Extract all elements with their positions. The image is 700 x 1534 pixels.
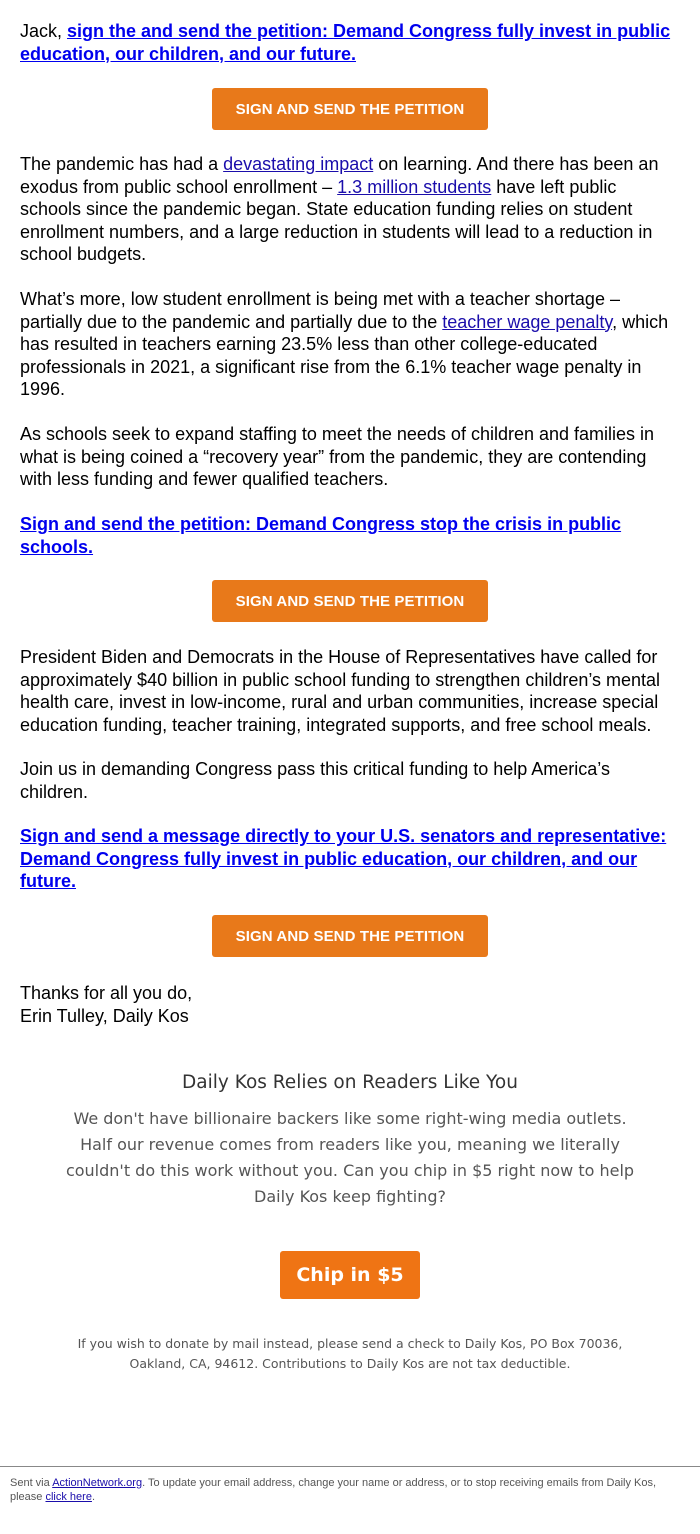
donate-title: Daily Kos Relies on Readers Like You (182, 1072, 518, 1093)
paragraph-text: The pandemic has had a (20, 154, 224, 174)
cta-link-2[interactable]: Sign and send the petition: Demand Congress stop the crisis in public schools. (20, 514, 622, 557)
paragraph-join: Join us in demanding Congress pass this critical funding to help America’s children. (20, 759, 610, 802)
cta-paragraph-3 (20, 825, 680, 893)
devastating-impact-link[interactable]: devastating impact (223, 154, 374, 174)
actionnetwork-link[interactable]: ActionNetwork.org (52, 1477, 143, 1489)
cta-paragraph-2 (20, 513, 680, 558)
mail-donation-note: If you wish to donate by mail instead, please send a check to Daily Kos, PO Box 70036, Oakland, CA, 94612. Contributions to Daily Kos are not tax deductible. (77, 1336, 623, 1371)
footer-divider (0, 1466, 700, 1467)
footer-text: . To update your email address, change your name or address, or to stop receiving emails from Daily Kos, please (10, 1477, 657, 1503)
signoff (20, 982, 680, 1027)
donate-body: We don't have billionaire backers like some right-wing media outlets. Half our revenue comes from readers like you, meaning we literally couldn't do this work without you. Can you chip in $5 right now to help Daily Kos keep fighting? (65, 1109, 635, 1206)
intro-paragraph (20, 20, 680, 65)
paragraph-text: on learning. And there has been an exodus from public school enrollment – (20, 154, 659, 197)
paragraph-pandemic (20, 153, 680, 266)
petition-button-1[interactable]: SIGN AND SEND THE PETITION (212, 88, 488, 130)
signoff-line-2: Erin Tulley, Daily Kos (20, 1005, 189, 1026)
students-link[interactable]: 1.3 million students (337, 176, 492, 197)
footer (10, 1476, 690, 1504)
paragraph-text: What’s more, low student enrollment is being met with a teacher shortage – partially due to the pandemic and partially due to the (20, 289, 620, 332)
paragraph-text: , which has resulted in teachers earning 23.5% less than other college-educated professionals in 2021, a significant rise from the 6.1% teacher wage penalty in 1996. (20, 311, 669, 399)
footer-text: . (91, 1491, 96, 1503)
intro-petition-link[interactable]: sign the and send the petition: Demand Congress fully invest in public education, our children, and our future. (20, 21, 671, 64)
teacher-wage-penalty-link[interactable]: teacher wage penalty (442, 311, 613, 332)
paragraph-funding: President Biden and Democrats in the House of Representatives have called for approximately $40 billion in public school funding to strengthen children’s mental health care, invest in low-income, rural and urban communities, increase special education funding, teacher training, integrated supports, and free school meals. (20, 647, 661, 735)
signoff-line-1: Thanks for all you do, (20, 983, 193, 1003)
unsubscribe-link[interactable]: click here (45, 1491, 92, 1503)
greeting: Jack, (20, 21, 68, 41)
paragraph-text: have left public schools since the pandemic began. State education funding relies on student enrollment numbers, and a large reduction in students will lead to a reduction in school budgets. (20, 176, 653, 264)
petition-button-3[interactable]: SIGN AND SEND THE PETITION (212, 915, 488, 957)
footer-text: Sent via (10, 1477, 53, 1489)
paragraph-recovery: As schools seek to expand staffing to meet the needs of children and families in what is being coined a “recovery year” from the pandemic, they are contending with less funding and fewer qualified teachers. (20, 424, 655, 489)
paragraph-teacher-shortage (20, 288, 680, 401)
chip-in-button[interactable]: Chip in $5 (280, 1251, 420, 1299)
petition-button-2[interactable]: SIGN AND SEND THE PETITION (212, 580, 488, 622)
cta-link-3[interactable]: Sign and send a message directly to your U.S. senators and representative: Demand Congress fully invest in public education, our children, and our future. (20, 826, 667, 891)
